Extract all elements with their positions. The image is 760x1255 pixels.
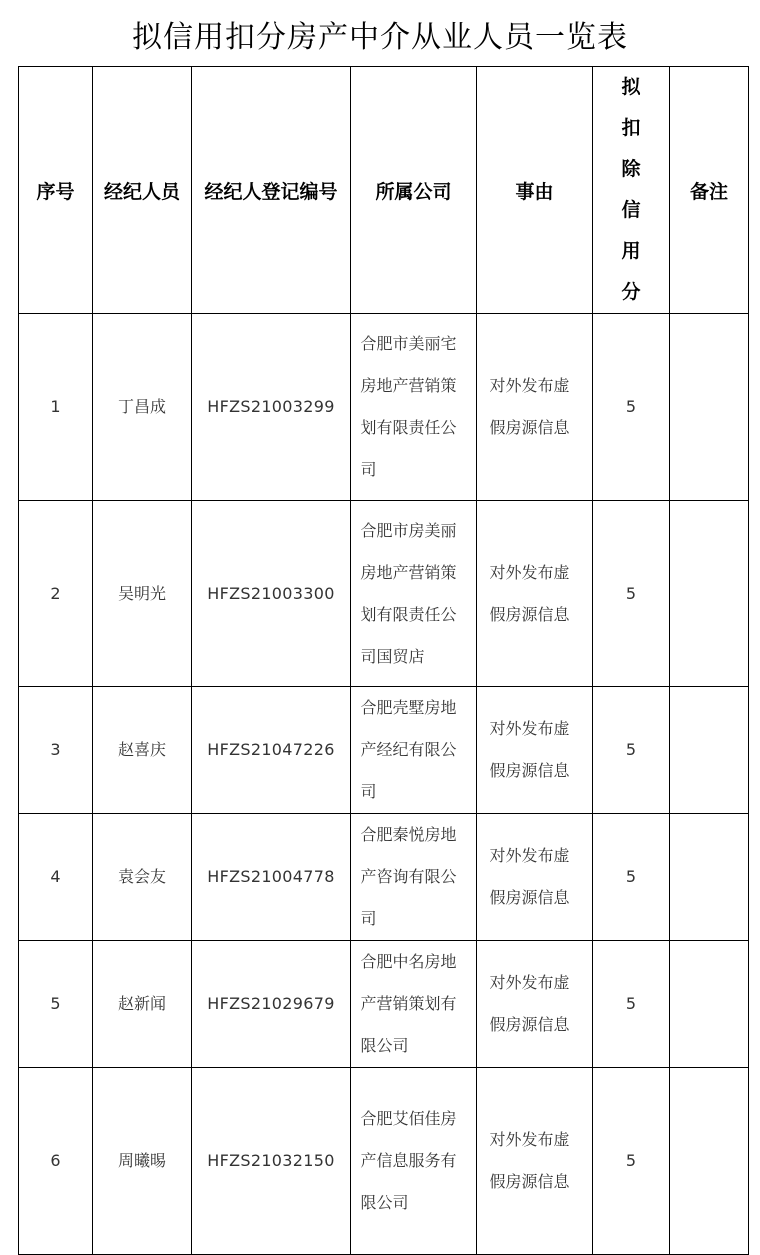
cell-company-text: 合肥秦悦房地产咨询有限公司 bbox=[360, 825, 457, 928]
cell-company bbox=[351, 941, 477, 1068]
cell-index: 2 bbox=[19, 501, 93, 687]
cell-remarks bbox=[670, 941, 749, 1068]
table-row bbox=[19, 501, 749, 687]
cell-reg-no: HFZS21032150 bbox=[192, 1068, 351, 1255]
cell-index: 1 bbox=[19, 314, 93, 501]
cell-reason-text: 对外发布虚假房源信息 bbox=[489, 1130, 570, 1191]
cell-index: 4 bbox=[19, 814, 93, 941]
cell-company bbox=[351, 314, 477, 501]
cell-agent: 赵新闻 bbox=[93, 941, 192, 1068]
cell-reg-no: HFZS21047226 bbox=[192, 687, 351, 814]
cell-remarks bbox=[670, 501, 749, 687]
cell-credit: 5 bbox=[593, 1068, 670, 1255]
table-row bbox=[19, 814, 749, 941]
table-row bbox=[19, 941, 749, 1068]
cell-company-text: 合肥市美丽宅房地产营销策划有限责任公司 bbox=[360, 334, 457, 479]
cell-reason bbox=[477, 941, 593, 1068]
cell-remarks bbox=[670, 314, 749, 501]
cell-agent: 丁昌成 bbox=[93, 314, 192, 501]
cell-credit: 5 bbox=[593, 814, 670, 941]
cell-credit: 5 bbox=[593, 314, 670, 501]
cell-reason bbox=[477, 1068, 593, 1255]
header-company: 所属公司 bbox=[351, 67, 477, 314]
cell-reason-text: 对外发布虚假房源信息 bbox=[489, 973, 570, 1034]
cell-credit: 5 bbox=[593, 687, 670, 814]
cell-reason-text: 对外发布虚假房源信息 bbox=[489, 562, 570, 624]
cell-company bbox=[351, 687, 477, 814]
cell-reason bbox=[477, 501, 593, 687]
cell-company-text: 合肥艾佰佳房产信息服务有限公司 bbox=[360, 1109, 457, 1212]
agent-table bbox=[18, 66, 749, 1255]
table-row bbox=[19, 687, 749, 814]
cell-company-text: 合肥市房美丽房地产营销策划有限责任公司国贸店 bbox=[360, 520, 457, 666]
cell-reason bbox=[477, 314, 593, 501]
cell-reg-no: HFZS21003299 bbox=[192, 314, 351, 501]
table-row bbox=[19, 314, 749, 501]
table-row bbox=[19, 1068, 749, 1255]
cell-company bbox=[351, 501, 477, 687]
header-reg-no: 经纪人登记编号 bbox=[192, 67, 351, 314]
cell-agent: 周曦晹 bbox=[93, 1068, 192, 1255]
header-remarks: 备注 bbox=[670, 67, 749, 314]
cell-reason-text: 对外发布虚假房源信息 bbox=[489, 846, 570, 907]
cell-reason-text: 对外发布虚假房源信息 bbox=[489, 376, 570, 437]
cell-reason bbox=[477, 814, 593, 941]
cell-company-text: 合肥壳墅房地产经纪有限公司 bbox=[360, 698, 457, 801]
table-header-row bbox=[19, 67, 749, 314]
cell-remarks bbox=[670, 814, 749, 941]
cell-index: 5 bbox=[19, 941, 93, 1068]
cell-reason bbox=[477, 687, 593, 814]
cell-reg-no: HFZS21004778 bbox=[192, 814, 351, 941]
cell-agent: 袁会友 bbox=[93, 814, 192, 941]
cell-reason-text: 对外发布虚假房源信息 bbox=[489, 719, 570, 780]
header-credit-label: 拟扣除信用分 bbox=[621, 76, 641, 303]
page-title: 拟信用扣分房产中介从业人员一览表 bbox=[132, 20, 628, 55]
cell-company-text: 合肥中名房地产营销策划有限公司 bbox=[360, 952, 457, 1055]
header-agent: 经纪人员 bbox=[93, 67, 192, 314]
header-reason: 事由 bbox=[477, 67, 593, 314]
cell-reg-no: HFZS21003300 bbox=[192, 501, 351, 687]
header-credit bbox=[593, 67, 670, 314]
cell-reg-no: HFZS21029679 bbox=[192, 941, 351, 1068]
cell-company bbox=[351, 1068, 477, 1255]
cell-agent: 赵喜庆 bbox=[93, 687, 192, 814]
cell-credit: 5 bbox=[593, 501, 670, 687]
cell-index: 3 bbox=[19, 687, 93, 814]
cell-index: 6 bbox=[19, 1068, 93, 1255]
cell-remarks bbox=[670, 687, 749, 814]
cell-credit: 5 bbox=[593, 941, 670, 1068]
cell-remarks bbox=[670, 1068, 749, 1255]
header-index: 序号 bbox=[19, 67, 93, 314]
cell-company bbox=[351, 814, 477, 941]
cell-agent: 吴明光 bbox=[93, 501, 192, 687]
